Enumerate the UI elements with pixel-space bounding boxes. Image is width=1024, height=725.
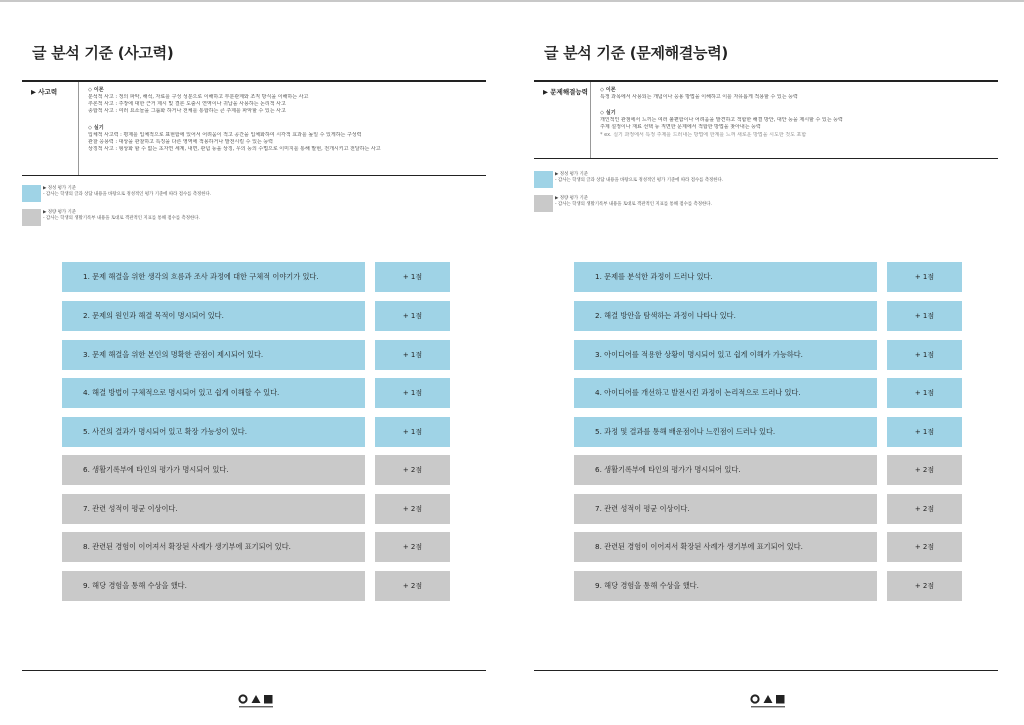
score-points: + 1점 bbox=[887, 417, 962, 447]
criteria-group-theory bbox=[600, 87, 996, 101]
legend-swatch-gray bbox=[22, 209, 41, 226]
divider-criteria-bottom bbox=[534, 158, 998, 159]
score-row bbox=[62, 340, 450, 370]
score-statement: 1. 문제를 분석한 과정이 드러나 있다. bbox=[574, 262, 877, 292]
page-title: 글 분석 기준 (사고력) bbox=[32, 44, 174, 62]
score-points: + 2점 bbox=[887, 494, 962, 524]
group-line: 추론적 사고 : 주장에 대한 근거 제시 및 결론 도출시 연역이나 귀납을 사용하는 논리적 사고 bbox=[88, 101, 286, 108]
brand-logo-icon bbox=[238, 693, 275, 709]
score-statement: 9. 해당 경험을 통해 수상을 했다. bbox=[62, 571, 365, 601]
criteria-block bbox=[534, 82, 998, 158]
score-points: + 1점 bbox=[887, 301, 962, 331]
score-statement: 1. 문제 해결을 위한 생각의 흐름과 조사 과정에 대한 구체적 이야기가 있다. bbox=[62, 262, 365, 292]
score-row bbox=[574, 340, 962, 370]
group-line: 특정 과목에서 사용되는 개념이나 응용 방법을 이해하고 이를 자유롭게 적용할 수 있는 능력 bbox=[600, 94, 798, 100]
criteria-group-practice bbox=[600, 110, 996, 139]
score-points: + 2점 bbox=[887, 455, 962, 485]
score-points: + 2점 bbox=[375, 455, 450, 485]
legend-title: ▶ 정성 평가 기준 bbox=[555, 172, 589, 177]
score-statement: 5. 과정 및 결과를 통해 배운점이나 느낀점이 드러나 있다. bbox=[574, 417, 877, 447]
score-row bbox=[62, 378, 450, 408]
score-points: + 1점 bbox=[375, 340, 450, 370]
group-heading: ◇ 실기 bbox=[600, 110, 616, 117]
score-points: + 1점 bbox=[375, 378, 450, 408]
legend-desc: - 감사는 학생의 글과 상담 내용을 바탕으로 정성적인 평가 기준에 따라 점수를 측정한다. bbox=[555, 178, 724, 183]
criteria-group-practice bbox=[88, 125, 484, 154]
score-statement: 4. 아이디어를 개선하고 발전시킨 과정이 논리적으로 드러나 있다. bbox=[574, 378, 877, 408]
criteria-label: ▶ 문제해결능력 bbox=[543, 88, 588, 96]
score-statement: 6. 생활기록부에 타인의 평가가 명시되어 있다. bbox=[62, 455, 365, 485]
score-points: + 1점 bbox=[887, 340, 962, 370]
score-row bbox=[62, 262, 450, 292]
group-heading: ◇ 이론 bbox=[88, 87, 104, 93]
score-row bbox=[574, 301, 962, 331]
score-statement: 3. 아이디어를 적용한 상황이 명시되어 있고 쉽게 이해가 가능하다. bbox=[574, 340, 877, 370]
score-points: + 2점 bbox=[887, 532, 962, 562]
score-row bbox=[574, 571, 962, 601]
legend-qualitative bbox=[534, 171, 834, 191]
score-row bbox=[574, 262, 962, 292]
group-line: 분석적 사고 : 정의 파악, 해석, 자료를 구성 성분으로 이해하고 부분관계와 조직 방식을 이해하는 사고 bbox=[88, 94, 309, 100]
score-row bbox=[62, 571, 450, 601]
score-points: + 1점 bbox=[375, 417, 450, 447]
score-points: + 1점 bbox=[375, 262, 450, 292]
score-points: + 1점 bbox=[375, 301, 450, 331]
group-line: 관찰 응용력 : 대상을 관찰하고 특징을 다른 영역에 적용하거나 발전시킬 수 있는 능력 bbox=[88, 138, 273, 145]
score-row bbox=[62, 455, 450, 485]
legend-quantitative bbox=[534, 195, 834, 215]
score-points: + 2점 bbox=[887, 571, 962, 601]
criteria-label: ▶ 사고력 bbox=[31, 88, 58, 96]
page-thinking bbox=[22, 0, 486, 725]
score-statement: 8. 관련된 경험이 이어져서 확장된 사례가 생기부에 표기되어 있다. bbox=[574, 532, 877, 562]
group-line: 개인적인 관점에서 느끼는 여러 불편함이나 어려움을 발견하고 적합한 해결 방안, 대안 등을 제시할 수 있는 능력 bbox=[600, 117, 843, 124]
group-line: 입체적 사고력 : 평제를 입체적으로 표현함에 있어서 어려움이 적고 공간을 입체화하여 시각적 효과를 높일 수 있게하는 구성력 bbox=[88, 131, 362, 138]
score-row bbox=[574, 455, 962, 485]
score-statement: 4. 해결 방법이 구체적으로 명시되어 있고 쉽게 이해할 수 있다. bbox=[62, 378, 365, 408]
score-row bbox=[62, 494, 450, 524]
legend-desc: - 감사는 학생의 글과 상담 내용을 바탕으로 정성적인 평가 기준에 따라 점수를 측정한다. bbox=[43, 192, 212, 197]
legend-swatch-blue bbox=[534, 171, 553, 188]
score-row bbox=[62, 301, 450, 331]
score-points: + 1점 bbox=[887, 378, 962, 408]
legend-desc: - 감사는 학생의 생활기록부 내용을 토대로 객관적인 지표를 통해 점수를 측정한다. bbox=[43, 216, 200, 221]
score-row bbox=[574, 532, 962, 562]
score-statement: 5. 사건의 결과가 명시되어 있고 확장 가능성이 있다. bbox=[62, 417, 365, 447]
score-statement: 9. 해당 경험을 통해 수상을 했다. bbox=[574, 571, 877, 601]
score-statement: 7. 관련 성적이 평균 이상이다. bbox=[574, 494, 877, 524]
page-problem-solving bbox=[534, 0, 998, 725]
score-statement: 6. 생활기록부에 타인의 평가가 명시되어 있다. bbox=[574, 455, 877, 485]
group-line: 주제 설정이나 재료 선택 등 직면한 문제에서 적합한 방법을 찾아내는 능력 bbox=[600, 124, 761, 131]
criteria-divider bbox=[78, 82, 79, 175]
group-heading: ◇ 이론 bbox=[600, 87, 616, 93]
score-row bbox=[574, 417, 962, 447]
page-title: 글 분석 기준 (문제해결능력) bbox=[544, 44, 728, 62]
group-line: 상징적 사고 : 형상화 할 수 없는 초자연 세계, 내면, 관념 등을 상징, 우의 등의 수법으로 이미지를 통해 발현, 전개시키고 전달하는 사고 bbox=[88, 146, 381, 153]
criteria-body bbox=[88, 87, 484, 153]
criteria-block bbox=[22, 82, 486, 175]
criteria-group-theory bbox=[88, 87, 484, 116]
legend-qualitative bbox=[22, 185, 322, 205]
score-row bbox=[62, 417, 450, 447]
criteria-divider bbox=[590, 82, 591, 158]
score-statement: 8. 관련된 경험이 이어져서 확장된 사례가 생기부에 표기되어 있다. bbox=[62, 532, 365, 562]
group-heading: ◇ 실기 bbox=[88, 124, 104, 131]
divider-bottom bbox=[534, 670, 998, 671]
legend-quantitative bbox=[22, 209, 322, 229]
legend-swatch-blue bbox=[22, 185, 41, 202]
brand-logo-icon bbox=[750, 693, 787, 709]
group-line: 종합적 사고 : 여러 요소들을 그룹화 하거나 전체를 통합하는 큰 주제를 파악할 수 있는 사고 bbox=[88, 108, 286, 115]
divider-criteria-bottom bbox=[22, 175, 486, 176]
score-points: + 2점 bbox=[375, 571, 450, 601]
criteria-body bbox=[600, 87, 996, 139]
legend-desc: - 감사는 학생의 생활기록부 내용을 토대로 객관적인 지표를 통해 점수를 측정한다. bbox=[555, 202, 712, 207]
divider-bottom bbox=[22, 670, 486, 671]
score-statement: 2. 문제의 원인과 해결 목적이 명시되어 있다. bbox=[62, 301, 365, 331]
score-points: + 1점 bbox=[887, 262, 962, 292]
score-points: + 2점 bbox=[375, 494, 450, 524]
legend-title: ▶ 정량 평가 기준 bbox=[555, 196, 589, 201]
score-statement: 7. 관련 성적이 평균 이상이다. bbox=[62, 494, 365, 524]
score-row bbox=[62, 532, 450, 562]
legend-swatch-gray bbox=[534, 195, 553, 212]
score-points: + 2점 bbox=[375, 532, 450, 562]
legend-title: ▶ 정성 평가 기준 bbox=[43, 186, 77, 191]
score-row bbox=[574, 378, 962, 408]
score-row bbox=[574, 494, 962, 524]
score-statement: 2. 해결 방안을 탐색하는 과정이 나타나 있다. bbox=[574, 301, 877, 331]
legend-title: ▶ 정량 평가 기준 bbox=[43, 210, 77, 215]
score-statement: 3. 문제 해결을 위한 본인의 명확한 관점이 제시되어 있다. bbox=[62, 340, 365, 370]
group-note: * ex. 실기 과정에서 특정 주제를 드러내는 방법에 한계를 느껴 새로운 방법을 시도한 것도 포함 bbox=[600, 131, 807, 138]
